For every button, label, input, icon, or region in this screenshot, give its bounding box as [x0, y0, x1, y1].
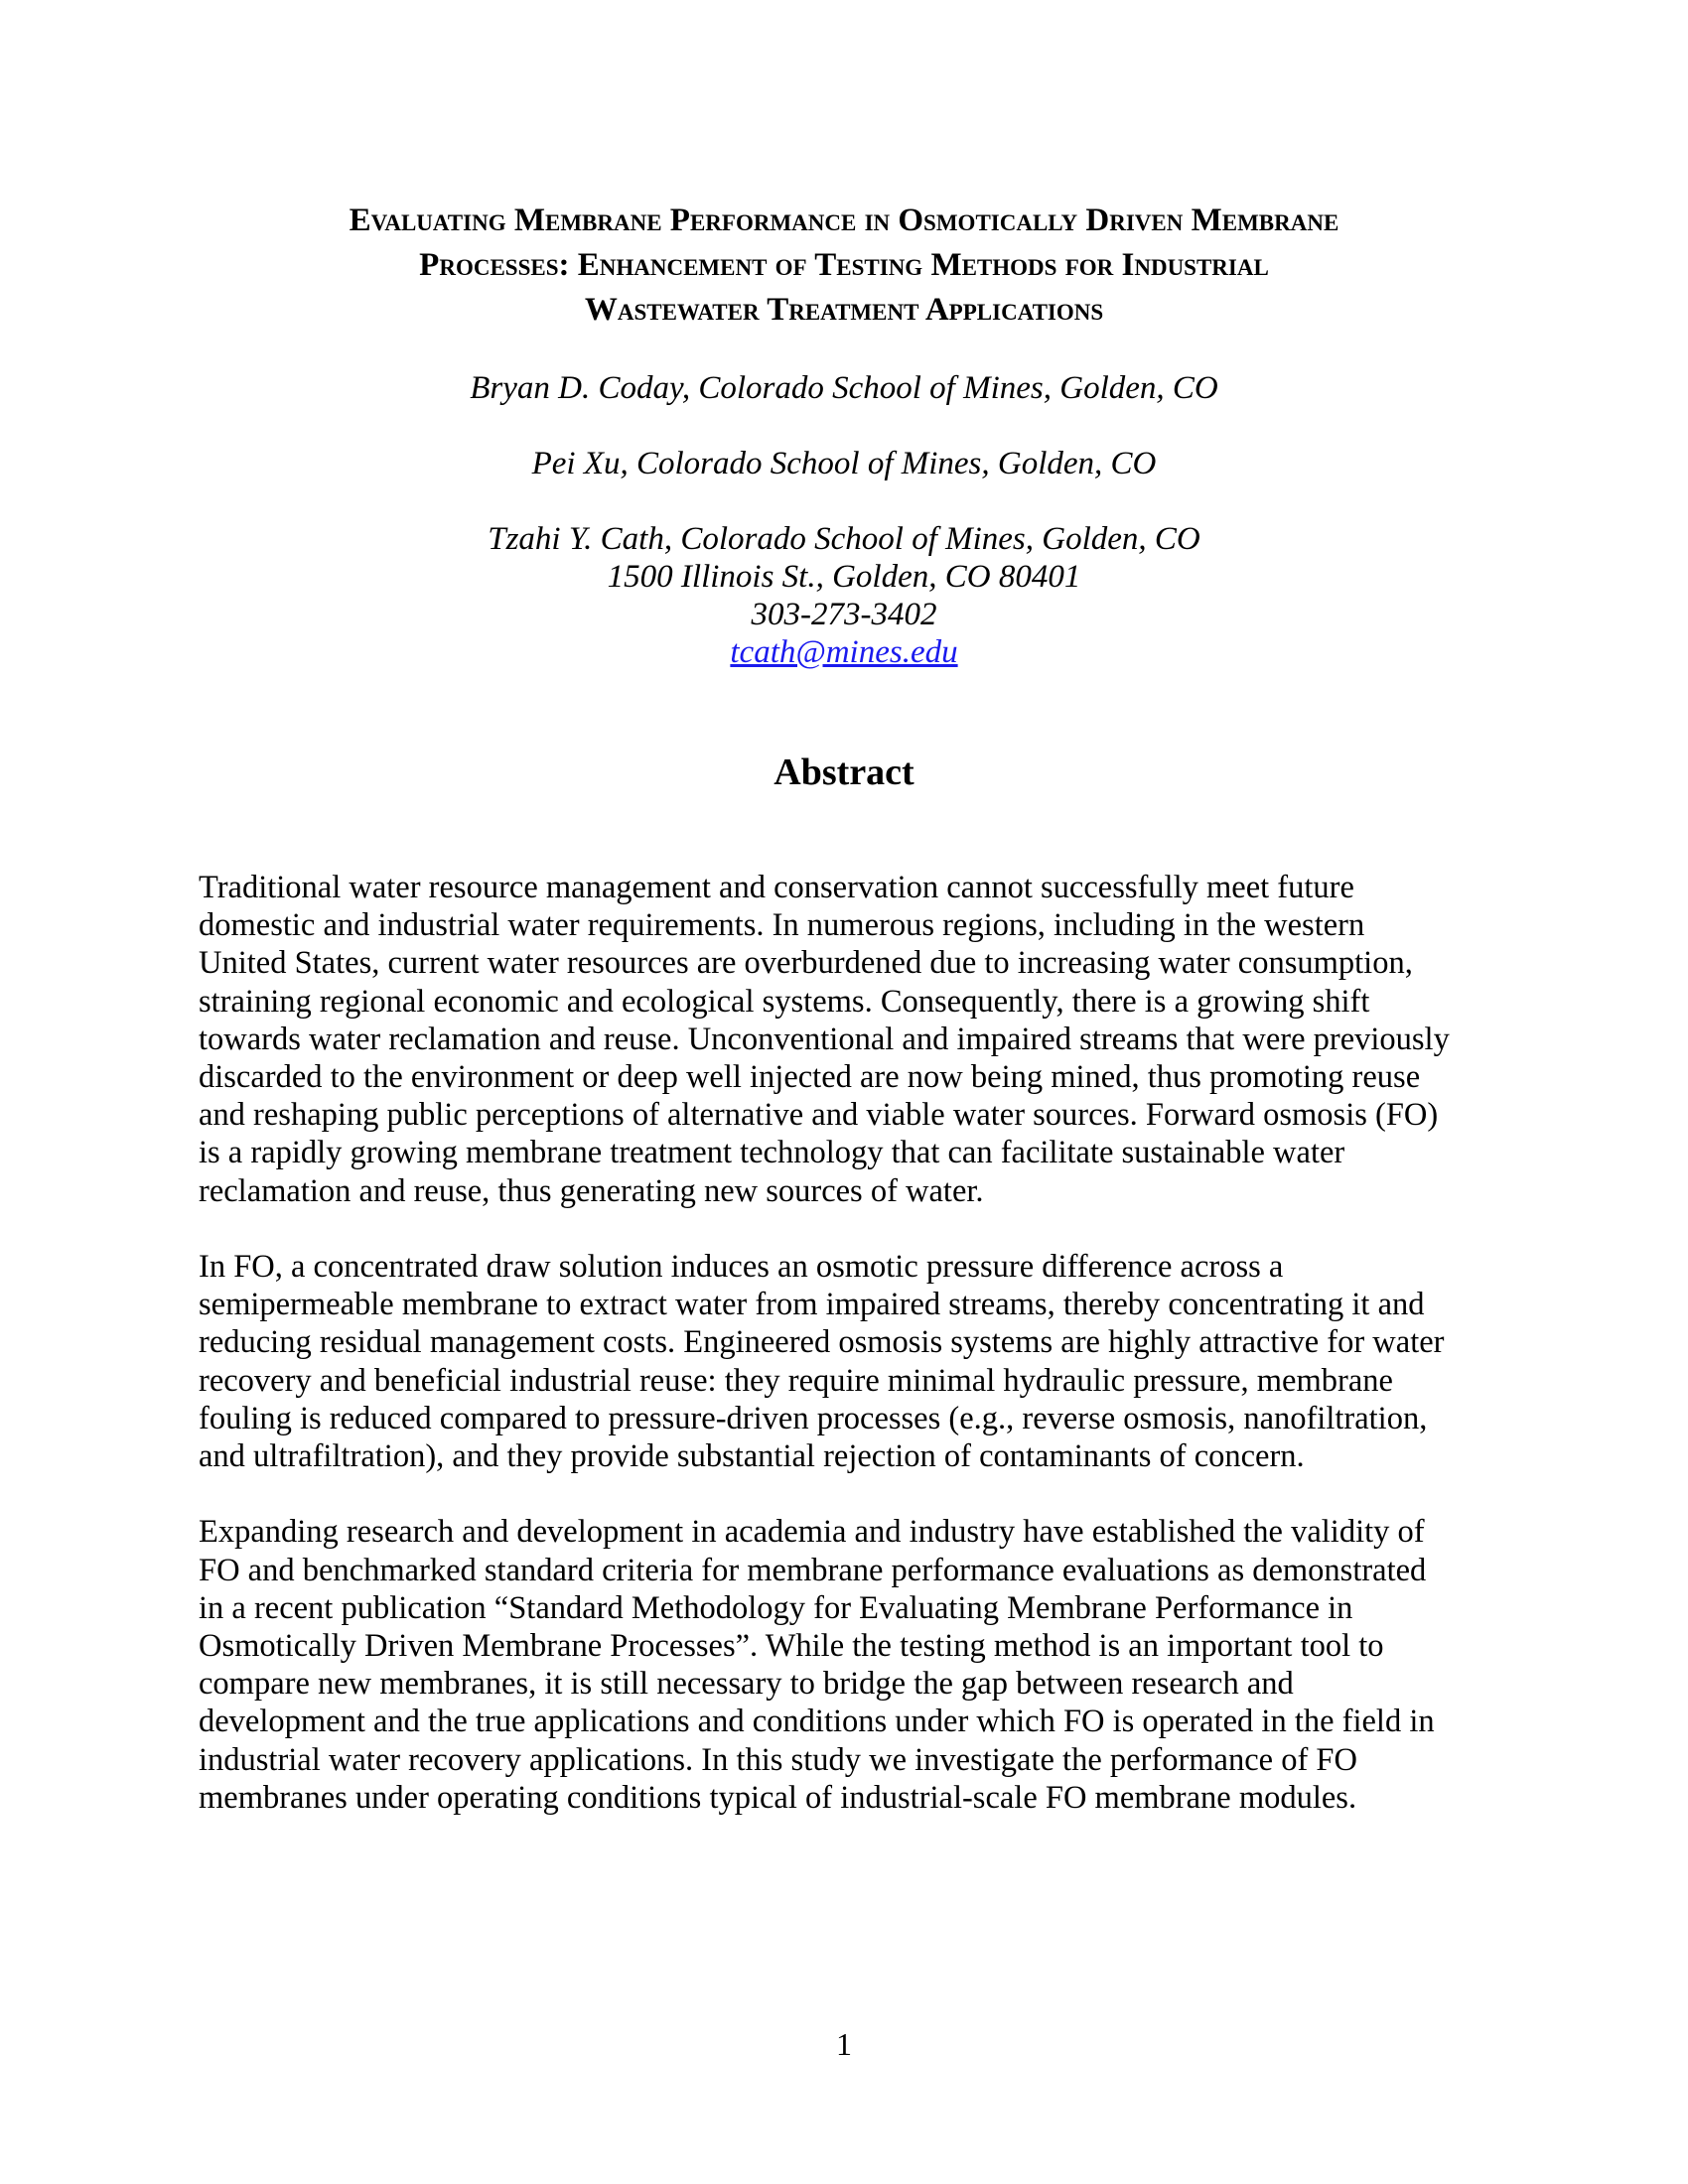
text-line: is a rapidly growing membrane treatment technology that can facilitate sustainable water [199, 1135, 1345, 1171]
text-line: development and the true applications and conditions under which FO is operated in the field in [199, 1704, 1435, 1740]
text-line: discarded to the environment or deep well injected are now being mined, thus promoting reuse [199, 1059, 1421, 1096]
text-line: towards water reclamation and reuse. Unconventional and impaired streams that were previously [199, 1021, 1450, 1057]
text-line: Expanding research and development in academia and industry have established the validity of [199, 1514, 1425, 1551]
text-line: In FO, a concentrated draw solution induces an osmotic pressure difference across a [199, 1249, 1284, 1286]
text-line: FO and benchmarked standard criteria for membrane performance evaluations as demonstrated [199, 1552, 1427, 1588]
text-line: reclamation and reuse, thus generating new sources of water. [199, 1172, 984, 1209]
author-email-link[interactable]: tcath@mines.edu [730, 634, 958, 670]
author-address: 1500 Illinois St., Golden, CO 80401 [607, 559, 1081, 595]
text-line: compare new membranes, it is still necessary to bridge the gap between research and [199, 1666, 1294, 1703]
text-line: Osmotically Driven Membrane Processes”. While the testing method is an important tool to [199, 1628, 1384, 1665]
title-line: Evaluating Membrane Performance in Osmotically Driven Membrane [349, 203, 1339, 238]
paper-title [199, 199, 1489, 333]
abstract-paragraph-2 [199, 1248, 1489, 1475]
text-line: recovery and beneficial industrial reuse: they require minimal hydraulic pressure, membrane [199, 1362, 1393, 1399]
text-line: industrial water recovery applications. In this study we investigate the performance of FO [199, 1741, 1357, 1778]
page-number: 1 [836, 2026, 852, 2062]
author-cath: Tzahi Y. Cath, Colorado School of Mines, Golden, CO [488, 521, 1200, 557]
text-line: in a recent publication “Standard Methodology for Evaluating Membrane Performance in [199, 1589, 1353, 1626]
author-coday: Bryan D. Coday, Colorado School of Mines, Golden, CO [470, 370, 1218, 406]
author-phone: 303-273-3402 [751, 597, 937, 632]
text-line: and ultrafiltration), and they provide substantial rejection of contaminants of concern. [199, 1438, 1305, 1475]
text-line: straining regional economic and ecological systems. Consequently, there is a growing shift [199, 983, 1370, 1020]
text-line: Traditional water resource management and conservation cannot successfully meet future [199, 870, 1354, 905]
author-block [199, 369, 1489, 671]
author-xu: Pei Xu, Colorado School of Mines, Golden, CO [531, 446, 1157, 481]
text-line: reducing residual management costs. Engineered osmosis systems are highly attractive for water [199, 1324, 1445, 1361]
text-line: fouling is reduced compared to pressure-driven processes (e.g., reverse osmosis, nanofiltration, [199, 1400, 1428, 1436]
abstract-heading: Abstract [774, 751, 914, 793]
abstract-paragraph-3 [199, 1513, 1489, 1817]
text-line: membranes under operating conditions typical of industrial-scale FO membrane modules. [199, 1779, 1357, 1816]
title-line: Processes: Enhancement of Testing Methods for Industrial [419, 247, 1269, 283]
text-line: United States, current water resources are overburdened due to increasing water consumption, [199, 945, 1413, 982]
text-line: domestic and industrial water requirements. In numerous regions, including in the western [199, 907, 1365, 944]
abstract-body [199, 869, 1489, 1854]
title-line: Wastewater Treatment Applications [584, 292, 1104, 328]
text-line: semipermeable membrane to extract water from impaired streams, thereby concentrating it and [199, 1287, 1425, 1323]
text-line: and reshaping public perceptions of alternative and viable water sources. Forward osmosis (FO) [199, 1097, 1439, 1134]
abstract-paragraph-1 [199, 869, 1489, 1210]
